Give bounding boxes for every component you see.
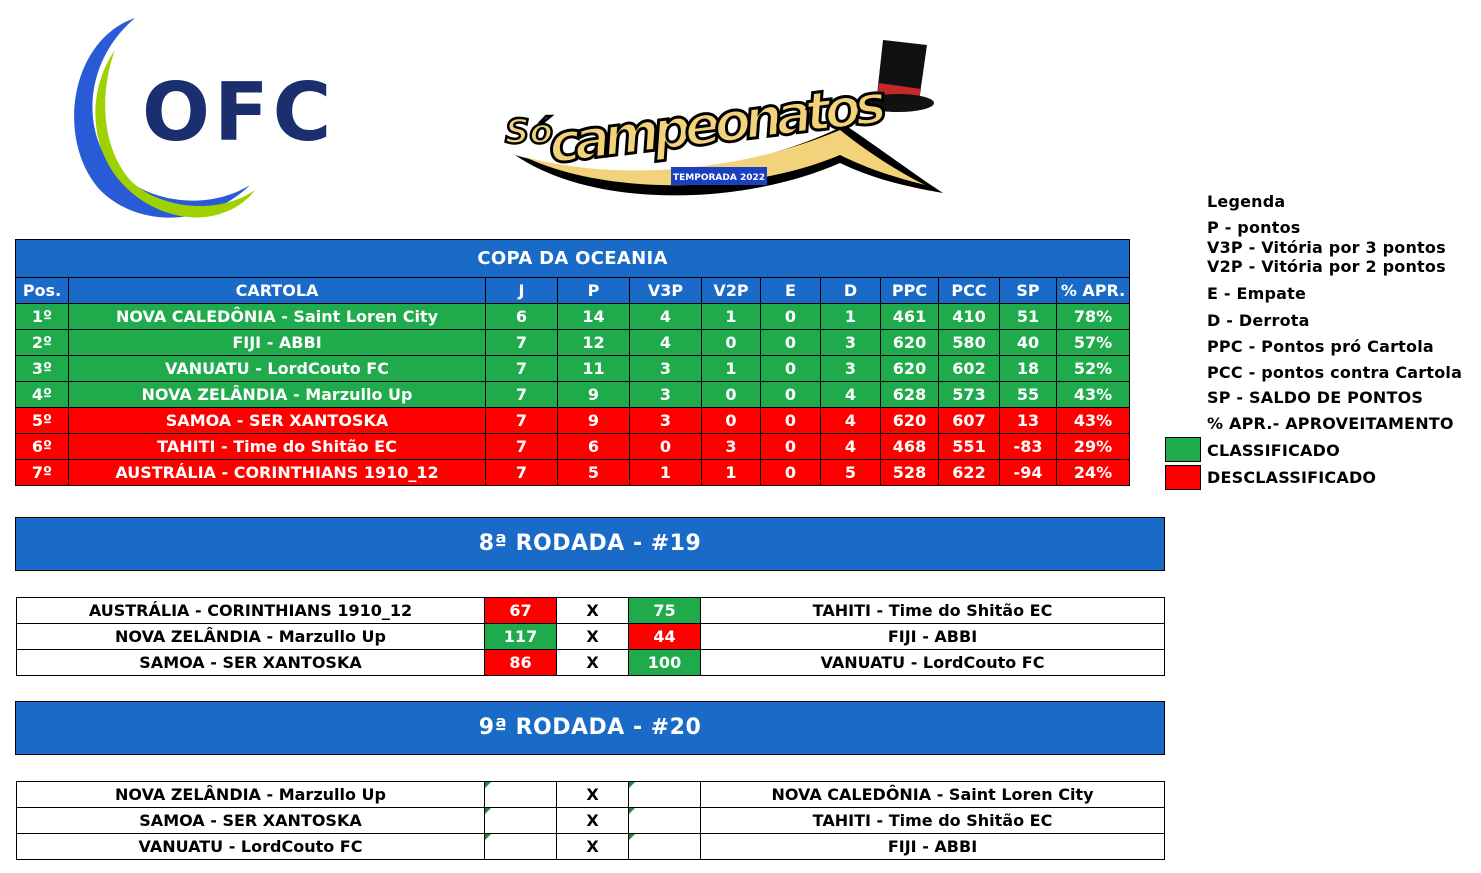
ofc-logo-text: OFC: [142, 66, 336, 159]
cell-ppc: 620: [881, 356, 939, 382]
cell-d: 1: [821, 304, 881, 330]
cell-cartola: AUSTRÁLIA - CORINTHIANS 1910_12: [69, 460, 486, 486]
cell-ppc: 528: [881, 460, 939, 486]
match-row: [17, 624, 1165, 650]
col-header-pcc: PCC: [939, 278, 1000, 304]
cell-sp: -83: [1000, 434, 1057, 460]
legend-item-p: P - pontos: [1207, 218, 1301, 237]
table-row: [16, 304, 1130, 330]
legend-item-e: E - Empate: [1207, 284, 1307, 303]
legend-title: Legenda: [1207, 192, 1286, 211]
away-team: FIJI - ABBI: [701, 624, 1165, 650]
cell-pos: 2º: [16, 330, 69, 356]
cell-cartola: TAHITI - Time do Shitão EC: [69, 434, 486, 460]
table-row: [16, 382, 1130, 408]
col-header-apr: % APR.: [1057, 278, 1130, 304]
cell-cartola: VANUATU - LordCouto FC: [69, 356, 486, 382]
standings-header-row: [16, 278, 1130, 304]
cell-j: 6: [486, 304, 558, 330]
col-header-p: P: [558, 278, 630, 304]
legend-item-apr: % APR.- APROVEITAMENTO: [1207, 414, 1454, 433]
cell-d: 4: [821, 408, 881, 434]
round-9-matches: [16, 781, 1165, 860]
cell-pcc: 410: [939, 304, 1000, 330]
col-header-e: E: [761, 278, 821, 304]
cell-d: 4: [821, 434, 881, 460]
cell-e: 0: [761, 330, 821, 356]
cell-apr: 57%: [1057, 330, 1130, 356]
cell-v2p: 0: [702, 408, 761, 434]
col-header-cartola: CARTOLA: [69, 278, 486, 304]
cell-sp: -94: [1000, 460, 1057, 486]
cell-p: 9: [558, 408, 630, 434]
away-team: NOVA CALEDÔNIA - Saint Loren City: [701, 782, 1165, 808]
col-header-v2p: V2P: [702, 278, 761, 304]
col-header-sp: SP: [1000, 278, 1057, 304]
home-score: 86: [485, 650, 557, 676]
cell-pcc: 580: [939, 330, 1000, 356]
cell-cartola: NOVA CALEDÔNIA - Saint Loren City: [69, 304, 486, 330]
cell-pos: 4º: [16, 382, 69, 408]
versus-label: X: [557, 808, 629, 834]
away-score: [629, 834, 701, 860]
home-score: [485, 782, 557, 808]
season-label: TEMPORADA 2022: [672, 173, 766, 183]
cell-pcc: 602: [939, 356, 1000, 382]
cell-d: 5: [821, 460, 881, 486]
cell-e: 0: [761, 434, 821, 460]
away-score: [629, 808, 701, 834]
match-row: [17, 782, 1165, 808]
cell-v3p: 4: [630, 330, 702, 356]
cell-v2p: 1: [702, 304, 761, 330]
col-header-d: D: [821, 278, 881, 304]
legend-item-d: D - Derrota: [1207, 311, 1310, 330]
home-score: 117: [485, 624, 557, 650]
table-row: [16, 408, 1130, 434]
home-team: AUSTRÁLIA - CORINTHIANS 1910_12: [17, 598, 485, 624]
away-team: FIJI - ABBI: [701, 834, 1165, 860]
away-team: TAHITI - Time do Shitão EC: [701, 598, 1165, 624]
cell-v3p: 1: [630, 460, 702, 486]
cell-pos: 5º: [16, 408, 69, 434]
cell-p: 6: [558, 434, 630, 460]
cell-v2p: 1: [702, 356, 761, 382]
cell-pcc: 607: [939, 408, 1000, 434]
match-row: [17, 808, 1165, 834]
legend-item-ppc: PPC - Pontos pró Cartola: [1207, 337, 1434, 356]
away-score: 44: [629, 624, 701, 650]
cell-cartola: SAMOA - SER XANTOSKA: [69, 408, 486, 434]
cell-v3p: 3: [630, 382, 702, 408]
declassified-swatch: [1165, 465, 1201, 490]
cell-sp: 55: [1000, 382, 1057, 408]
home-team: VANUATU - LordCouto FC: [17, 834, 485, 860]
cell-pos: 7º: [16, 460, 69, 486]
cell-v2p: 0: [702, 382, 761, 408]
versus-label: X: [557, 598, 629, 624]
cell-ppc: 620: [881, 330, 939, 356]
cell-pos: 3º: [16, 356, 69, 382]
versus-label: X: [557, 650, 629, 676]
cell-j: 7: [486, 460, 558, 486]
cell-pcc: 573: [939, 382, 1000, 408]
legend-item-v3p: V3P - Vitória por 3 pontos: [1207, 238, 1446, 257]
cell-p: 5: [558, 460, 630, 486]
cell-ppc: 628: [881, 382, 939, 408]
away-score: 100: [629, 650, 701, 676]
table-row: [16, 356, 1130, 382]
cell-p: 12: [558, 330, 630, 356]
round-9-title: 9ª RODADA - #20: [15, 701, 1165, 755]
legend-classified: CLASSIFICADO: [1207, 441, 1340, 460]
match-row: [17, 834, 1165, 860]
cell-v2p: 1: [702, 460, 761, 486]
cell-d: 3: [821, 330, 881, 356]
classified-swatch: [1165, 437, 1201, 462]
col-header-j: J: [486, 278, 558, 304]
cell-p: 14: [558, 304, 630, 330]
cell-e: 0: [761, 382, 821, 408]
round-8-title: 8ª RODADA - #19: [15, 517, 1165, 571]
cell-e: 0: [761, 356, 821, 382]
cell-sp: 51: [1000, 304, 1057, 330]
cell-apr: 43%: [1057, 382, 1130, 408]
home-team: NOVA ZELÂNDIA - Marzullo Up: [17, 782, 485, 808]
cell-e: 0: [761, 408, 821, 434]
table-row: [16, 330, 1130, 356]
cell-v3p: 4: [630, 304, 702, 330]
cell-e: 0: [761, 304, 821, 330]
legend-declassified: DESCLASSIFICADO: [1207, 468, 1377, 487]
cell-j: 7: [486, 356, 558, 382]
cell-v3p: 3: [630, 356, 702, 382]
home-score: [485, 808, 557, 834]
home-team: SAMOA - SER XANTOSKA: [17, 650, 485, 676]
away-team: TAHITI - Time do Shitão EC: [701, 808, 1165, 834]
cell-apr: 78%: [1057, 304, 1130, 330]
cell-e: 0: [761, 460, 821, 486]
versus-label: X: [557, 834, 629, 860]
cell-j: 7: [486, 382, 558, 408]
ofc-logo: [60, 10, 370, 225]
cell-j: 7: [486, 408, 558, 434]
legend-item-sp: SP - SALDO DE PONTOS: [1207, 388, 1424, 407]
cell-j: 7: [486, 330, 558, 356]
away-team: VANUATU - LordCouto FC: [701, 650, 1165, 676]
legend-item-v2p: V2P - Vitória por 2 pontos: [1207, 257, 1446, 276]
versus-label: X: [557, 624, 629, 650]
home-team: SAMOA - SER XANTOSKA: [17, 808, 485, 834]
cell-v2p: 3: [702, 434, 761, 460]
so-logo-text: Só: [505, 112, 553, 152]
campeonatos-logo-text: campeonatos: [544, 71, 891, 176]
cell-apr: 43%: [1057, 408, 1130, 434]
standings-table: [15, 239, 1130, 486]
cell-apr: 29%: [1057, 434, 1130, 460]
cell-apr: 24%: [1057, 460, 1130, 486]
cell-v3p: 0: [630, 434, 702, 460]
cell-d: 4: [821, 382, 881, 408]
match-row: [17, 598, 1165, 624]
legend-item-pcc: PCC - pontos contra Cartola: [1207, 363, 1463, 382]
col-header-pos: Pos.: [16, 278, 69, 304]
home-score: 67: [485, 598, 557, 624]
cell-pcc: 622: [939, 460, 1000, 486]
so-campeonatos-logo: [495, 35, 955, 205]
cell-p: 9: [558, 382, 630, 408]
table-row: [16, 434, 1130, 460]
cell-sp: 13: [1000, 408, 1057, 434]
cell-ppc: 468: [881, 434, 939, 460]
standings-title: COPA DA OCEANIA: [16, 240, 1130, 278]
cell-sp: 40: [1000, 330, 1057, 356]
round-8-matches: [16, 597, 1165, 676]
cell-v2p: 0: [702, 330, 761, 356]
cell-p: 11: [558, 356, 630, 382]
home-team: NOVA ZELÂNDIA - Marzullo Up: [17, 624, 485, 650]
cell-ppc: 620: [881, 408, 939, 434]
cell-v3p: 3: [630, 408, 702, 434]
match-row: [17, 650, 1165, 676]
cell-ppc: 461: [881, 304, 939, 330]
cell-pos: 6º: [16, 434, 69, 460]
cell-sp: 18: [1000, 356, 1057, 382]
legend: [1165, 190, 1481, 500]
cell-apr: 52%: [1057, 356, 1130, 382]
cell-cartola: FIJI - ABBI: [69, 330, 486, 356]
table-row: [16, 460, 1130, 486]
away-score: [629, 782, 701, 808]
col-header-v3p: V3P: [630, 278, 702, 304]
cell-pcc: 551: [939, 434, 1000, 460]
away-score: 75: [629, 598, 701, 624]
col-header-ppc: PPC: [881, 278, 939, 304]
cell-j: 7: [486, 434, 558, 460]
cell-cartola: NOVA ZELÂNDIA - Marzullo Up: [69, 382, 486, 408]
cell-d: 3: [821, 356, 881, 382]
home-score: [485, 834, 557, 860]
cell-pos: 1º: [16, 304, 69, 330]
versus-label: X: [557, 782, 629, 808]
